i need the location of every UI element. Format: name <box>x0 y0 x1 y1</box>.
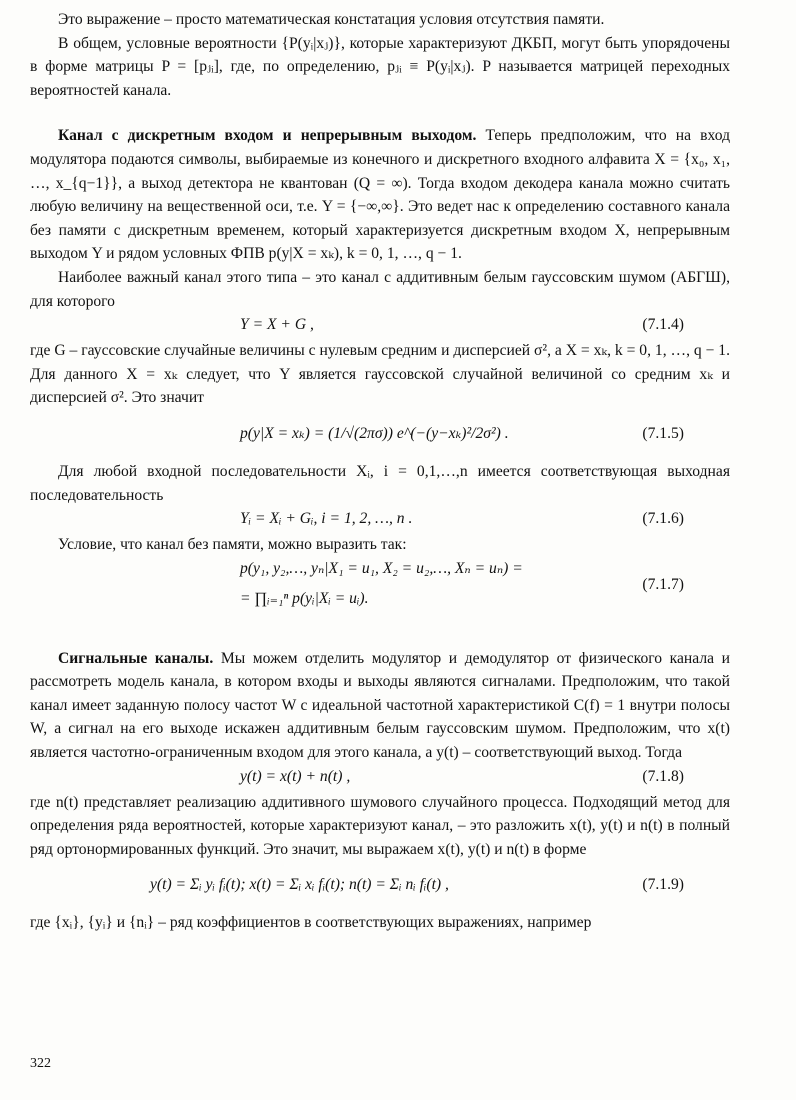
paragraph-noise-expansion: где n(t) представляет реализацию аддитивного шумового случайного процесса. Подходящий метод для определения ряда вероятностей, которые характеризуют канал, – это разложить x(t), y(t) и n(t) в полный ряд ортонормированных функций. Это значит, мы выражаем x(t), y(t) и n(t) в форме <box>30 793 730 858</box>
paragraph-awgn-intro: Наиболее важный канал этого типа – это канал с аддитивным белым гауссовским шумом (АБГШ), для которого <box>30 268 730 310</box>
equation-7-1-5 <box>30 410 730 460</box>
paragraph-input-sequence: Для любой входной последовательности Xᵢ, i = 0,1,…,n имеется соответствующая выходная последовательность <box>30 462 730 504</box>
equation-number: (7.1.4) <box>642 316 684 334</box>
section-signal-channels <box>30 647 730 765</box>
equation-7-1-6 <box>30 507 730 533</box>
section-text-discrete-continuous: Теперь предположим, что на вход модулятора подаются символы, выбираемые из конечного и дискретного входного алфавита X = {x₀, x₁, …, x_{q−1}}, а выход детектора не квантован (Q = ∞). Тогда входом декодера канала можно считать любую величину на вещественной оси, т.е. Y = {−∞,∞}. Это ведет нас к определению составного канала без памяти с дискретным временем, который характеризуется дискретным входом X, непрерывным выходом Y и рядом условных ФПВ p(y|X = xₖ), k = 0, 1, …, q − 1. <box>30 127 730 263</box>
equation-formula-line2: = ∏ᵢ₌₁ⁿ p(yᵢ|Xᵢ = uᵢ). <box>240 589 369 607</box>
section-heading-discrete-continuous: Канал с дискретным входом и непрерывным выходом. <box>58 127 477 145</box>
section-text-signal-channels: Мы можем отделить модулятор и демодулятор от физического канала и рассмотреть модель канала, в котором входы и выходы являются сигналами. Предположим, что такой канал имеет заданную полосу частот W с идеальной частотной характеристикой C(f) = 1 внутри полосы W, а сигнал на его выходе искажен аддитивным белым гауссовским шумом. Предположим, что x(t) является частотно-ограниченным входом для этого канала, а y(t) – соответствующий выход. Тогда <box>30 649 731 762</box>
section-heading-signal-channels: Сигнальные каналы. <box>58 649 214 667</box>
paragraph-memoryless-condition: Условие, что канал без памяти, можно выразить так: <box>58 536 407 554</box>
equation-7-1-4 <box>30 313 730 339</box>
equation-number: (7.1.9) <box>642 876 684 894</box>
page-body <box>30 8 730 935</box>
equation-formula: y(t) = x(t) + n(t) , <box>240 767 351 785</box>
equation-number: (7.1.8) <box>642 767 684 785</box>
paragraph-transition-matrix: В общем, условные вероятности {P(yᵢ|xⱼ)}, которые характеризуют ДКБП, могут быть упорядочены в форме матрицы P = [pⱼᵢ], где, по определению, pⱼᵢ ≡ P(yᵢ|xⱼ). P называется матрицей переходных вероятностей канала. <box>30 34 730 99</box>
equation-number: (7.1.7) <box>642 575 684 593</box>
paragraph-gaussian-vars: где G – гауссовские случайные величины с нулевым средним и дисперсией σ², а X = xₖ, k = 0, 1, …, q − 1. Для данного X = xₖ следует, что Y является гауссовской случайной величиной со средним xₖ и дисперсией σ². Это значит <box>30 342 730 407</box>
equation-7-1-8 <box>30 765 730 791</box>
equation-number: (7.1.6) <box>642 510 684 528</box>
equation-number: (7.1.5) <box>642 424 684 442</box>
equation-formula: y(t) = Σᵢ yᵢ fᵢ(t); x(t) = Σᵢ xᵢ fᵢ(t); n(t) = Σᵢ nᵢ fᵢ(t) , <box>150 876 449 894</box>
equation-formula: Y = X + G , <box>240 316 314 334</box>
equation-formula: p(y|X = xₖ) = (1/√(2πσ)) e^(−(y−xₖ)²/2σ²) . <box>240 424 509 442</box>
paragraph-memoryless: Это выражение – просто математическая констатация условия отсутствия памяти. <box>58 11 605 28</box>
equation-formula: Yᵢ = Xᵢ + Gᵢ, i = 1, 2, …, n . <box>240 510 413 528</box>
section-discrete-continuous <box>30 124 730 266</box>
equation-7-1-9 <box>30 861 730 911</box>
equation-formula-line1: p(y₁, y₂,…, yₙ|X₁ = u₁, X₂ = u₂,…, Xₙ = uₙ) = <box>240 559 523 577</box>
page-number: 322 <box>30 1056 51 1071</box>
equation-7-1-7 <box>30 557 730 617</box>
paragraph-coefficients: где {xᵢ}, {yᵢ} и {nᵢ} – ряд коэффициентов в соответствующих выражениях, например <box>30 914 592 932</box>
